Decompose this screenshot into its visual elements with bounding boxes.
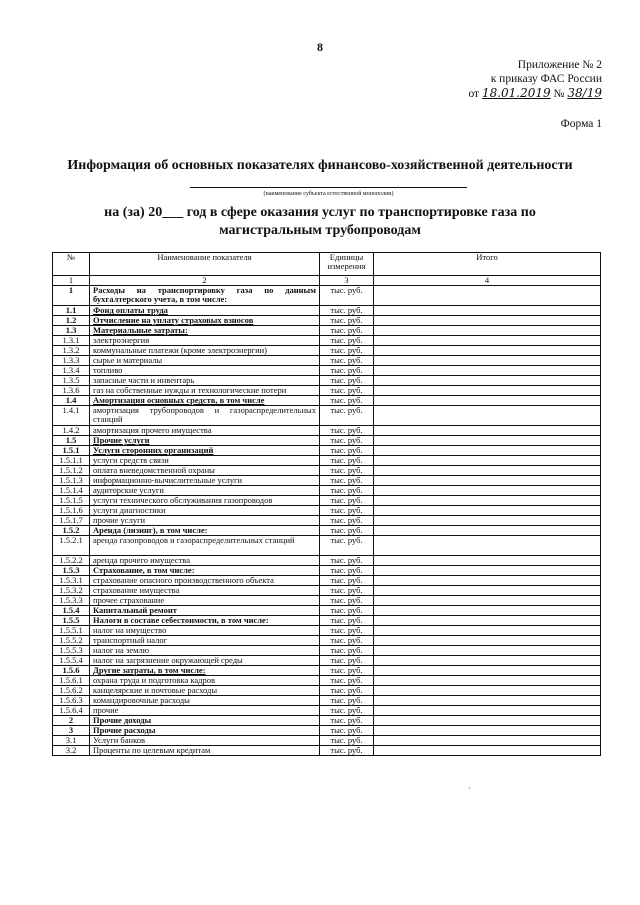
row-unit: тыс. руб.: [320, 346, 374, 356]
row-name: [90, 666, 320, 676]
row-unit: тыс. руб.: [320, 476, 374, 486]
table-row: [53, 526, 601, 536]
form-label: Форма 1: [560, 118, 602, 130]
row-name-text: страхование имущества: [93, 585, 180, 595]
row-name: [90, 486, 320, 496]
table-row: [53, 496, 601, 506]
row-name: [90, 556, 320, 566]
row-total-cell[interactable]: [374, 336, 601, 346]
row-unit: тыс. руб.: [320, 386, 374, 396]
document-title: Информация об основных показателях финансово-хозяйственной деятельности: [67, 158, 573, 173]
row-number: 1.5.1.2: [53, 466, 90, 476]
row-name: [90, 456, 320, 466]
row-unit: тыс. руб.: [320, 456, 374, 466]
table-row: [53, 606, 601, 616]
row-unit: тыс. руб.: [320, 286, 374, 306]
column-number: 1: [53, 276, 90, 286]
row-name-text: сырье и материалы: [93, 355, 163, 365]
row-number: 1.5.3.1: [53, 576, 90, 586]
table-row: [53, 696, 601, 706]
table-row: [53, 356, 601, 366]
row-number: 1.5.4: [53, 606, 90, 616]
table-row: [53, 616, 601, 626]
row-unit: тыс. руб.: [320, 466, 374, 476]
table-row: [53, 556, 601, 566]
row-total-cell[interactable]: [374, 326, 601, 336]
order-date: 18.01.2019: [481, 86, 551, 100]
table-row: [53, 336, 601, 346]
row-number: 1.5.2: [53, 526, 90, 536]
row-number: 1.4.2: [53, 426, 90, 436]
row-total-cell[interactable]: [374, 656, 601, 666]
row-number: 1.5.1.4: [53, 486, 90, 496]
row-name: [90, 386, 320, 396]
document-subtitle: [40, 204, 600, 240]
row-name-text: Амортизация основных средств, в том числе: [93, 395, 265, 405]
row-unit: тыс. руб.: [320, 446, 374, 456]
header-name: Наименование показателя: [90, 253, 320, 276]
row-total-cell[interactable]: [374, 366, 601, 376]
subtitle-line-1: на (за) 20___ год в сфере оказания услуг по транспортировке газа по: [104, 205, 536, 220]
table-row: [53, 506, 601, 516]
row-number: 1: [53, 286, 90, 306]
row-name: [90, 536, 320, 556]
row-name: [90, 706, 320, 716]
row-total-cell[interactable]: [374, 376, 601, 386]
stray-mark: ·: [468, 784, 471, 793]
row-name-text: газ на собственные нужды и технологические потери: [93, 385, 287, 395]
table-row: [53, 406, 601, 426]
row-number: 1.5.2.1: [53, 536, 90, 556]
row-name: [90, 346, 320, 356]
row-total-cell[interactable]: [374, 586, 601, 596]
row-name-text: Фонд оплаты труда: [93, 305, 168, 315]
row-unit: тыс. руб.: [320, 516, 374, 526]
row-name-text: Капитальный ремонт: [93, 605, 177, 615]
row-name: [90, 596, 320, 606]
row-number: 1.5.5.3: [53, 646, 90, 656]
table-row: [53, 366, 601, 376]
table-row: [53, 576, 601, 586]
row-total-cell[interactable]: [374, 306, 601, 316]
row-number: 1.5.5.2: [53, 636, 90, 646]
row-name-text: оплата вневедомственной охраны: [93, 465, 215, 475]
row-total-cell[interactable]: [374, 356, 601, 366]
row-name-text: амортизация прочего имущества: [93, 425, 212, 435]
row-number: 1.5.1.6: [53, 506, 90, 516]
page-number: 8: [317, 40, 323, 54]
row-total-cell[interactable]: [374, 316, 601, 326]
row-name-text: командировочные расходы: [93, 695, 190, 705]
row-name-text: Расходы на транспортировку газа по данным бухгалтерского учета, в том числе:: [93, 285, 316, 304]
row-name: [90, 356, 320, 366]
row-number: 1.5.3.2: [53, 586, 90, 596]
row-name-text: Налоги в составе себестоимости, в том числе:: [93, 615, 269, 625]
row-number: 1.5.1: [53, 446, 90, 456]
row-number: 1.3.4: [53, 366, 90, 376]
appendix-line-3: [468, 86, 602, 101]
row-name-text: Другие затраты, в том числе:: [93, 665, 206, 675]
row-name-text: Аренда (лизинг), в том числе:: [93, 525, 208, 535]
row-name: [90, 316, 320, 326]
row-total-cell[interactable]: [374, 606, 601, 616]
row-number: 1.4.1: [53, 406, 90, 426]
table-row: [53, 476, 601, 486]
row-name-text: Прочие расходы: [93, 725, 156, 735]
row-number: 1.3.3: [53, 356, 90, 366]
row-name: [90, 566, 320, 576]
row-name-text: Услуги банков: [93, 735, 146, 745]
row-unit: тыс. руб.: [320, 646, 374, 656]
row-name: [90, 306, 320, 316]
entity-name-note: (наименование субъекта естественной монополии): [263, 191, 394, 197]
row-number: 1.3.6: [53, 386, 90, 396]
row-name-text: информационно-вычислительные услуги: [93, 475, 243, 485]
row-total-cell[interactable]: [374, 466, 601, 476]
row-total-cell[interactable]: [374, 716, 601, 726]
row-total-cell[interactable]: [374, 386, 601, 396]
row-number: 1.5.3: [53, 566, 90, 576]
row-name: [90, 656, 320, 666]
row-name-text: коммунальные платежи (кроме электроэнергии): [93, 345, 268, 355]
row-name: [90, 686, 320, 696]
row-number: 3.1: [53, 736, 90, 746]
row-total-cell[interactable]: [374, 446, 601, 456]
row-total-cell[interactable]: [374, 406, 601, 426]
row-total-cell[interactable]: [374, 746, 601, 756]
row-number: 1.5.6.2: [53, 686, 90, 696]
row-name: [90, 576, 320, 586]
row-name-text: налог на землю: [93, 645, 150, 655]
table-row: [53, 516, 601, 526]
row-total-cell[interactable]: [374, 736, 601, 746]
row-number: 1.3.2: [53, 346, 90, 356]
row-unit: тыс. руб.: [320, 746, 374, 756]
row-name: [90, 726, 320, 736]
row-unit: тыс. руб.: [320, 486, 374, 496]
table-row: [53, 736, 601, 746]
column-number: 2: [90, 276, 320, 286]
row-total-cell[interactable]: [374, 346, 601, 356]
row-total-cell[interactable]: [374, 536, 601, 556]
row-unit: тыс. руб.: [320, 696, 374, 706]
row-name-text: Услуги сторонних организаций: [93, 445, 214, 455]
row-unit: тыс. руб.: [320, 666, 374, 676]
row-number: 1.2: [53, 316, 90, 326]
row-total-cell[interactable]: [374, 516, 601, 526]
row-name: [90, 516, 320, 526]
row-number: 1.3.1: [53, 336, 90, 346]
row-total-cell[interactable]: [374, 456, 601, 466]
row-name-text: канцелярские и почтовые расходы: [93, 685, 218, 695]
row-unit: тыс. руб.: [320, 316, 374, 326]
header-unit: Единицы измерения: [320, 253, 374, 276]
entity-name-line: [190, 187, 467, 188]
row-name-text: услуги диагностики: [93, 505, 166, 515]
table-row: [53, 536, 601, 556]
row-total-cell[interactable]: [374, 576, 601, 586]
table-row: [53, 446, 601, 456]
row-unit: тыс. руб.: [320, 606, 374, 616]
row-number: 1.5.5: [53, 616, 90, 626]
row-name: [90, 676, 320, 686]
row-total-cell[interactable]: [374, 476, 601, 486]
row-unit: тыс. руб.: [320, 436, 374, 446]
row-name-text: Страхование, в том числе:: [93, 565, 195, 575]
row-name: [90, 636, 320, 646]
row-name-text: топливо: [93, 365, 123, 375]
row-number: 1.5.2.2: [53, 556, 90, 566]
table-row: [53, 596, 601, 606]
row-number: 2: [53, 716, 90, 726]
row-name: [90, 716, 320, 726]
row-number: 1.5.6.3: [53, 696, 90, 706]
row-unit: тыс. руб.: [320, 716, 374, 726]
table-row: [53, 436, 601, 446]
row-name: [90, 446, 320, 456]
table-row: [53, 706, 601, 716]
number-prefix: №: [553, 88, 565, 100]
row-unit: тыс. руб.: [320, 526, 374, 536]
column-number: 4: [374, 276, 601, 286]
table-row: [53, 656, 601, 666]
row-name-text: прочие услуги: [93, 515, 146, 525]
row-total-cell[interactable]: [374, 616, 601, 626]
row-number: 1.5: [53, 436, 90, 446]
row-unit: тыс. руб.: [320, 406, 374, 426]
row-number: 3: [53, 726, 90, 736]
appendix-line-1: Приложение № 2: [517, 59, 602, 71]
table-row: [53, 466, 601, 476]
row-unit: тыс. руб.: [320, 506, 374, 516]
table-row: [53, 376, 601, 386]
row-total-cell[interactable]: [374, 696, 601, 706]
row-total-cell[interactable]: [374, 706, 601, 716]
row-total-cell[interactable]: [374, 596, 601, 606]
row-name-text: электроэнергия: [93, 335, 150, 345]
appendix-line-2: к приказу ФАС России: [490, 73, 602, 85]
row-name-text: аудиторские услуги: [93, 485, 164, 495]
table-row: [53, 326, 601, 336]
row-name: [90, 366, 320, 376]
row-name: [90, 466, 320, 476]
row-name-text: Проценты по целевым кредитам: [93, 745, 211, 755]
row-total-cell[interactable]: [374, 726, 601, 736]
table-row: [53, 396, 601, 406]
row-total-cell[interactable]: [374, 666, 601, 676]
row-number: 1.5.3.3: [53, 596, 90, 606]
header-number: №: [53, 253, 90, 276]
row-name-text: Отчисление на уплату страховых взносов: [93, 315, 254, 325]
table-row: [53, 716, 601, 726]
table-row: [53, 306, 601, 316]
row-total-cell[interactable]: [374, 286, 601, 306]
row-unit: тыс. руб.: [320, 396, 374, 406]
row-unit: тыс. руб.: [320, 656, 374, 666]
table-row: [53, 456, 601, 466]
row-number: 1.4: [53, 396, 90, 406]
appendix-block: [468, 58, 602, 101]
row-unit: тыс. руб.: [320, 636, 374, 646]
row-total-cell[interactable]: [374, 636, 601, 646]
row-total-cell[interactable]: [374, 526, 601, 536]
row-number: 1.5.6.1: [53, 676, 90, 686]
row-total-cell[interactable]: [374, 396, 601, 406]
row-name: [90, 476, 320, 486]
row-total-cell[interactable]: [374, 426, 601, 436]
row-unit: тыс. руб.: [320, 596, 374, 606]
row-name-text: аренда прочего имущества: [93, 555, 190, 565]
table-row: [53, 666, 601, 676]
row-unit: тыс. руб.: [320, 366, 374, 376]
row-name-text: налог на загрязнение окружающей среды: [93, 655, 243, 665]
table-row: [53, 636, 601, 646]
row-name: [90, 696, 320, 706]
row-name-text: прочие: [93, 705, 119, 715]
row-unit: тыс. руб.: [320, 706, 374, 716]
row-number: 1.5.1.7: [53, 516, 90, 526]
row-name: [90, 426, 320, 436]
row-number: 3.2: [53, 746, 90, 756]
row-number: 1.5.1.1: [53, 456, 90, 466]
row-name-text: прочее страхование: [93, 595, 165, 605]
subtitle-line-2: магистральным трубопроводам: [219, 223, 421, 238]
table-row: [53, 646, 601, 656]
row-total-cell[interactable]: [374, 496, 601, 506]
table-row: [53, 726, 601, 736]
row-total-cell[interactable]: [374, 646, 601, 656]
table-row: [53, 286, 601, 306]
row-total-cell[interactable]: [374, 436, 601, 446]
row-name: [90, 606, 320, 616]
indicators-table: [52, 252, 601, 756]
table-row: [53, 386, 601, 396]
row-unit: тыс. руб.: [320, 726, 374, 736]
table-row: [53, 626, 601, 636]
row-number: 1.5.1.3: [53, 476, 90, 486]
row-name: [90, 406, 320, 426]
row-unit: тыс. руб.: [320, 586, 374, 596]
row-unit: тыс. руб.: [320, 336, 374, 346]
row-unit: тыс. руб.: [320, 426, 374, 436]
row-name-text: Прочие доходы: [93, 715, 152, 725]
row-name-text: аренда газопроводов и газораспределительных станций: [93, 535, 295, 545]
table-row: [53, 566, 601, 576]
table-row: [53, 686, 601, 696]
row-name: [90, 626, 320, 636]
row-number: 1.5.5.4: [53, 656, 90, 666]
table-row: [53, 316, 601, 326]
date-prefix: от: [468, 88, 480, 100]
row-unit: тыс. руб.: [320, 616, 374, 626]
row-name: [90, 746, 320, 756]
row-number: 1.5.6: [53, 666, 90, 676]
row-name: [90, 736, 320, 746]
table-row: [53, 426, 601, 436]
row-name-text: услуги средств связи: [93, 455, 169, 465]
order-number: 38/19: [567, 86, 602, 100]
row-unit: тыс. руб.: [320, 326, 374, 336]
row-unit: тыс. руб.: [320, 556, 374, 566]
row-name-text: Прочие услуги: [93, 435, 150, 445]
row-name: [90, 326, 320, 336]
row-total-cell[interactable]: [374, 556, 601, 566]
row-number: 1.5.6.4: [53, 706, 90, 716]
row-name: [90, 286, 320, 306]
row-name: [90, 586, 320, 596]
row-total-cell[interactable]: [374, 566, 601, 576]
row-name-text: налог на имущество: [93, 625, 167, 635]
row-name-text: амортизация трубопроводов и газораспределительных станций: [93, 405, 316, 424]
row-number: 1.3.5: [53, 376, 90, 386]
column-number: 3: [320, 276, 374, 286]
row-unit: тыс. руб.: [320, 496, 374, 506]
row-number: 1.3: [53, 326, 90, 336]
row-unit: тыс. руб.: [320, 736, 374, 746]
row-unit: тыс. руб.: [320, 306, 374, 316]
row-total-cell[interactable]: [374, 686, 601, 696]
row-number: 1.1: [53, 306, 90, 316]
row-name: [90, 336, 320, 346]
row-name-text: услуги технического обслуживания газопроводов: [93, 495, 273, 505]
row-unit: тыс. руб.: [320, 536, 374, 556]
row-name: [90, 506, 320, 516]
row-unit: тыс. руб.: [320, 686, 374, 696]
column-number-row: [53, 276, 601, 286]
row-unit: тыс. руб.: [320, 676, 374, 686]
table-row: [53, 746, 601, 756]
row-unit: тыс. руб.: [320, 376, 374, 386]
row-name-text: Материальные затраты:: [93, 325, 188, 335]
row-unit: тыс. руб.: [320, 566, 374, 576]
row-name-text: транспортный налог: [93, 635, 168, 645]
row-name: [90, 376, 320, 386]
row-name: [90, 436, 320, 446]
table-row: [53, 486, 601, 496]
row-total-cell[interactable]: [374, 486, 601, 496]
row-unit: тыс. руб.: [320, 356, 374, 366]
row-unit: тыс. руб.: [320, 576, 374, 586]
table-row: [53, 676, 601, 686]
row-unit: тыс. руб.: [320, 626, 374, 636]
row-name: [90, 646, 320, 656]
row-number: 1.5.5.1: [53, 626, 90, 636]
row-name: [90, 496, 320, 506]
row-name-text: запасные части и инвентарь: [93, 375, 195, 385]
row-number: 1.5.1.5: [53, 496, 90, 506]
row-total-cell[interactable]: [374, 506, 601, 516]
row-name: [90, 396, 320, 406]
row-name: [90, 616, 320, 626]
row-name: [90, 526, 320, 536]
row-total-cell[interactable]: [374, 626, 601, 636]
header-total: Итого: [374, 253, 601, 276]
table-row: [53, 586, 601, 596]
row-total-cell[interactable]: [374, 676, 601, 686]
row-name-text: охрана труда и подготовка кадров: [93, 675, 215, 685]
row-name-text: страхование опасного производственного объекта: [93, 575, 274, 585]
table-row: [53, 346, 601, 356]
table-header-row: [53, 253, 601, 276]
